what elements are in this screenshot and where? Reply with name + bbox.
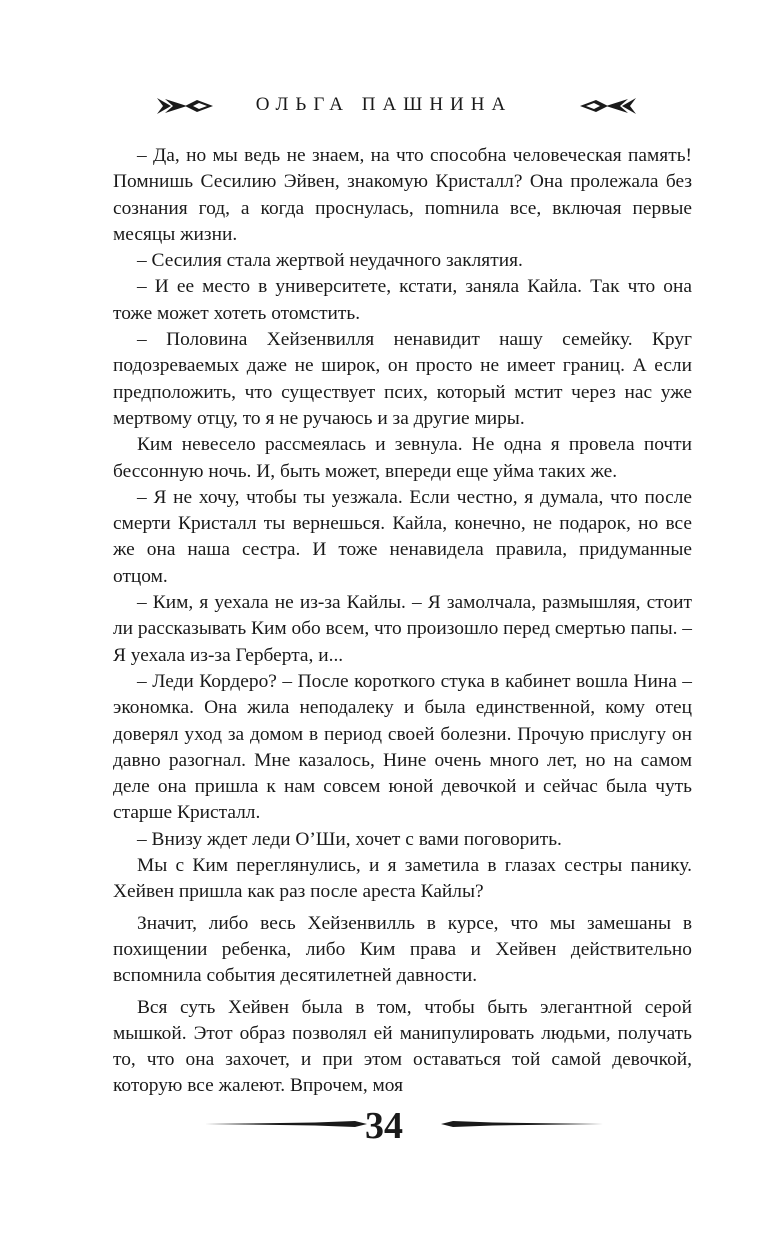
paragraph: – Леди Кордеро? – После короткого стука в кабинет вошла Нина – экономка. Она жила неподалеку и была единственной, кому отец доверял уход за домом в период своей болезни. Прочую прислугу он давно разогнал. Мне казалось, Нине очень много лет, но на самом деле она пришла к нам совсем юной девочкой и сейчас была чуть старше Кристалл. <box>113 670 692 824</box>
paragraph: Значит, либо весь Хейзенвилль в курсе, что мы замешаны в похищении ребенка, либо Ким права и Хейвен действительно вспомнила события десятилетней давности. <box>113 912 692 987</box>
running-header <box>0 92 768 126</box>
paragraph: – Внизу ждет леди О’Ши, хочет с вами поговорить. <box>137 828 562 850</box>
paragraph: – Сесилия стала жертвой неудачного заклятия. <box>137 250 523 272</box>
paragraph: Вся суть Хейвен была в том, чтобы быть элегантной серой мышкой. Этот образ позволял ей манипулировать людьми, получать то, что она захочет, и при этом оставаться той самой девочкой, которую все жалеют. Впрочем, моя <box>113 996 692 1097</box>
paragraph: – Да, но мы ведь не знаем, на что способна человеческая память! Помнишь Сесилию Эйвен, знакомую Кристалл? Она пролежала без сознания год, а когда проснулась, поmнила все, включая первые месяцы жизни. <box>113 145 692 245</box>
paragraph: – Ким, я уехала не из-за Кайлы. – Я замолчала, размышляя, стоит ли рассказывать Ким обо всем, что произошло перед смертью папы. – Я уехала из-за Герберта, и... <box>113 592 692 666</box>
rule-right-icon <box>441 1118 603 1130</box>
page-footer <box>0 1104 768 1160</box>
author-name: ОЛЬГА ПАШНИНА <box>255 94 513 115</box>
paragraph: – И ее место в университете, кстати, заняла Кайла. Так что она тоже может хотеть отомстить. <box>113 276 692 324</box>
page-number: 34 <box>365 1105 403 1147</box>
paragraph: Мы с Ким переглянулись, и я заметила в глазах сестры панику. Хейвен пришла как раз после ареста Кайлы? <box>113 855 692 903</box>
ornament-right-icon <box>578 96 636 116</box>
paragraph: – Я не хочу, чтобы ты уезжала. Если честно, я думала, что после смерти Кристалл ты вернешься. Кайла, конечно, не подарок, но все же она наша сестра. И тоже ненавидела правила, придуманные отцом. <box>113 486 692 587</box>
paragraph: – Половина Хейзенвилля ненавидит нашу семейку. Круг подозреваемых даже не широк, он просто не имеет границ. А если предположить, что существует псих, который мстит через нас уже мертвому отцу, то я не ручаюсь и за другие миры. <box>113 329 692 429</box>
paragraph: Ким невесело рассмеялась и зевнула. Не одна я провела почти бессонную ночь. И, быть может, впереди еще уйма таких же. <box>113 434 692 482</box>
body-text <box>113 143 692 1100</box>
